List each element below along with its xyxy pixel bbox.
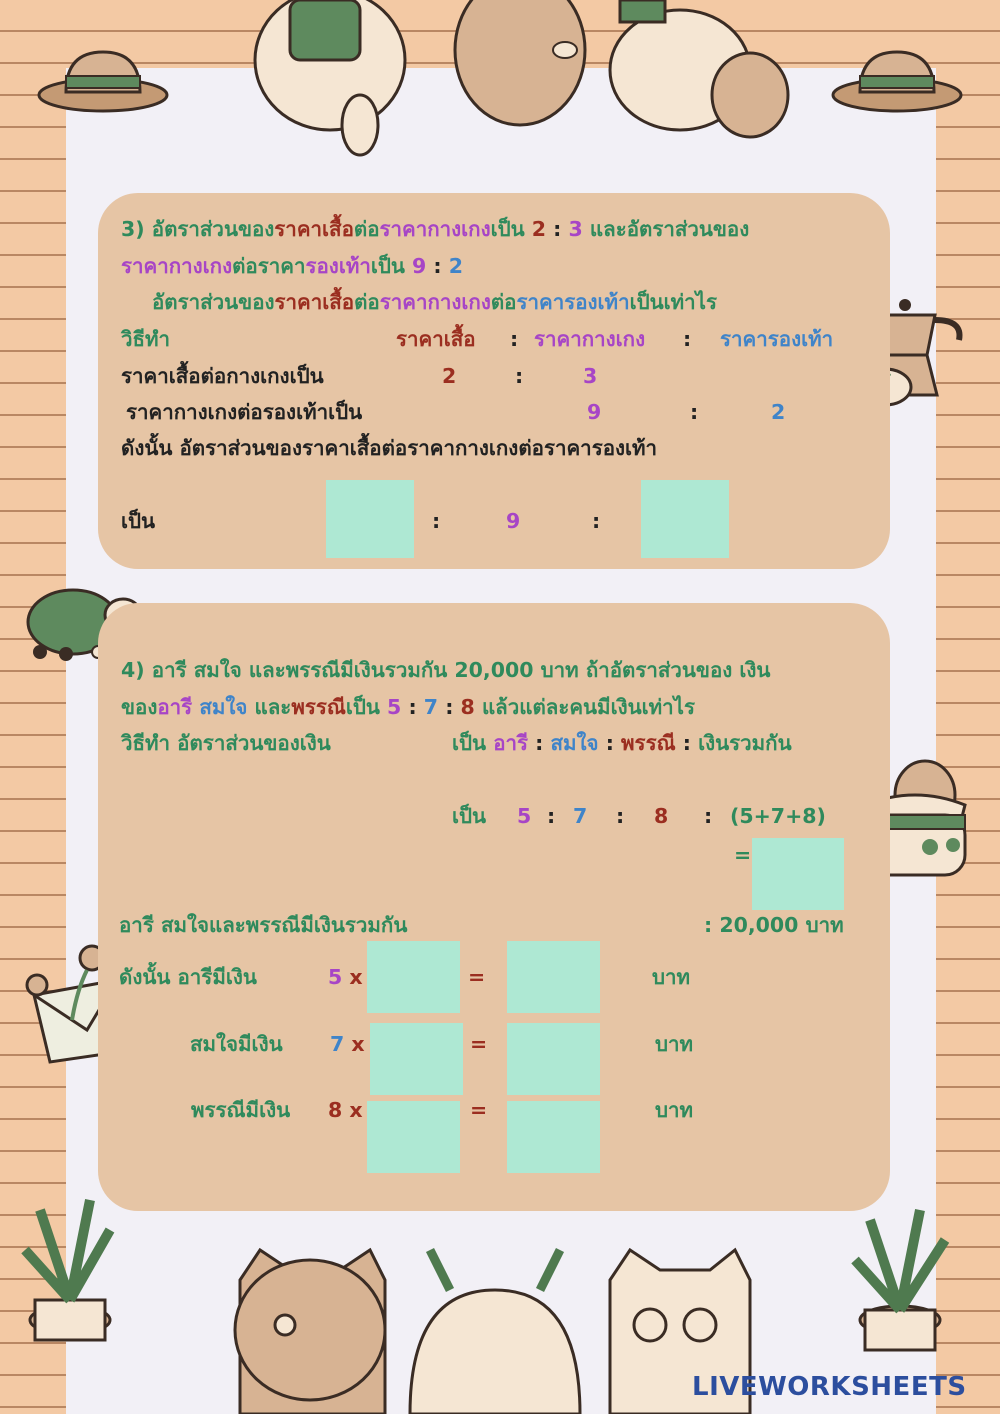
q4-question-line-2: ของอารี สมใจ และพรรณีเป็น 5 : 7 : 8 แล้วแต่ละคนมีเงินเท่าไร (121, 695, 695, 719)
q4-ratio-pannee: 8 (654, 804, 669, 828)
q4-pannee-factor-input[interactable] (367, 1101, 460, 1173)
liveworksheets-logo: LIVEWORKSHEETS (692, 1372, 967, 1402)
q4-question-line-1: 4) อารี สมใจ และพรรณีมีเงินรวมกัน 20,000 บาท ถ้าอัตราส่วนของ เงิน (121, 658, 771, 682)
q4-aree-equals: = (468, 965, 486, 989)
q4-aree-unit: บาท (652, 965, 691, 989)
q3-header-shoes: ราคารองเท้า (720, 327, 834, 351)
q4-somjai-label: สมใจมีเงิน (190, 1032, 283, 1056)
q4-somjai-factor-input[interactable] (370, 1023, 463, 1095)
q4-pannee-result-input[interactable] (507, 1101, 600, 1173)
q4-sum-equals: = (734, 843, 752, 867)
q4-total-label: อารี สมใจและพรรณีมีเงินรวมกัน (119, 913, 408, 937)
q3-header-shirt: ราคาเสื้อ (396, 327, 476, 351)
q4-somjai-result-input[interactable] (507, 1023, 600, 1095)
q4-pannee-unit: บาท (655, 1098, 694, 1122)
q3-row1-value-2: 3 (583, 364, 598, 388)
q4-aree-factor-input[interactable] (367, 941, 460, 1013)
q4-total-value: : 20,000 บาท (704, 913, 844, 937)
q4-ratio-colon-3: : (704, 804, 713, 828)
q4-ratio-colon-1: : (547, 804, 556, 828)
q3-row1-value-1: 2 (442, 364, 457, 388)
q3-question-line-1: 3) อัตราส่วนของราคาเสื้อต่อราคากางเกงเป็น 2 : 3 และอัตราส่วนของ (121, 217, 750, 241)
hat-left-illustration (36, 40, 171, 115)
q3-answer-colon-2: : (592, 509, 601, 533)
q3-row2-colon: : (690, 400, 699, 424)
q3-answer-label: เป็น (121, 509, 156, 533)
q4-ratio-somjai: 7 (573, 804, 588, 828)
q4-pannee-label: พรรณีมีเงิน (191, 1098, 291, 1122)
q3-conclusion: ดังนั้น อัตราส่วนของราคาเสื้อต่อราคากางเกงต่อราคารองเท้า (121, 436, 658, 460)
top-animals-illustration (220, 0, 800, 165)
q4-sum-answer-input[interactable] (752, 838, 844, 910)
q4-pannee-multiplier: 8 x (328, 1098, 363, 1122)
q3-row2-value-1: 9 (587, 400, 602, 424)
q4-ratio-aree: 5 (517, 804, 532, 828)
q3-method-label: วิธีทำ (121, 327, 171, 351)
q3-row2-label: ราคากางเกงต่อรองเท้าเป็น (126, 400, 363, 424)
q3-question-line-2: ราคากางเกงต่อราคารองเท้าเป็น 9 : 2 (121, 254, 464, 278)
q3-header-colon-1: : (510, 327, 519, 351)
q4-somjai-multiplier: 7 x (330, 1032, 365, 1056)
q4-ratio-sum: (5+7+8) (730, 804, 826, 828)
q4-somjai-unit: บาท (655, 1032, 694, 1056)
q4-method-label: วิธีทำ อัตราส่วนของเงิน (121, 731, 331, 755)
hat-right-illustration (830, 40, 965, 115)
q4-aree-result-input[interactable] (507, 941, 600, 1013)
q3-answer-colon-1: : (432, 509, 441, 533)
q3-row2-value-2: 2 (771, 400, 786, 424)
q4-ratio-is: เป็น (452, 804, 487, 828)
q4-pannee-equals: = (470, 1098, 488, 1122)
q3-header-pants: ราคากางเกง (534, 327, 646, 351)
q3-answer-shirt-input[interactable] (326, 480, 414, 558)
q4-ratio-colon-2: : (616, 804, 625, 828)
q4-somjai-equals: = (470, 1032, 488, 1056)
q4-aree-label: ดังนั้น อารีมีเงิน (119, 965, 257, 989)
q3-question-line-3: อัตราส่วนของราคาเสื้อต่อราคากางเกงต่อราคารองเท้าเป็นเท่าไร (152, 290, 717, 314)
q3-row1-label: ราคาเสื้อต่อกางเกงเป็น (121, 364, 324, 388)
q4-aree-multiplier: 5 x (328, 965, 363, 989)
q4-ratio-names: เป็น อารี : สมใจ : พรรณี : เงินรวมกัน (452, 731, 792, 755)
q3-answer-middle-value: 9 (506, 509, 521, 533)
q3-answer-shoes-input[interactable] (641, 480, 729, 558)
q3-row1-colon: : (515, 364, 524, 388)
q3-header-colon-2: : (683, 327, 692, 351)
